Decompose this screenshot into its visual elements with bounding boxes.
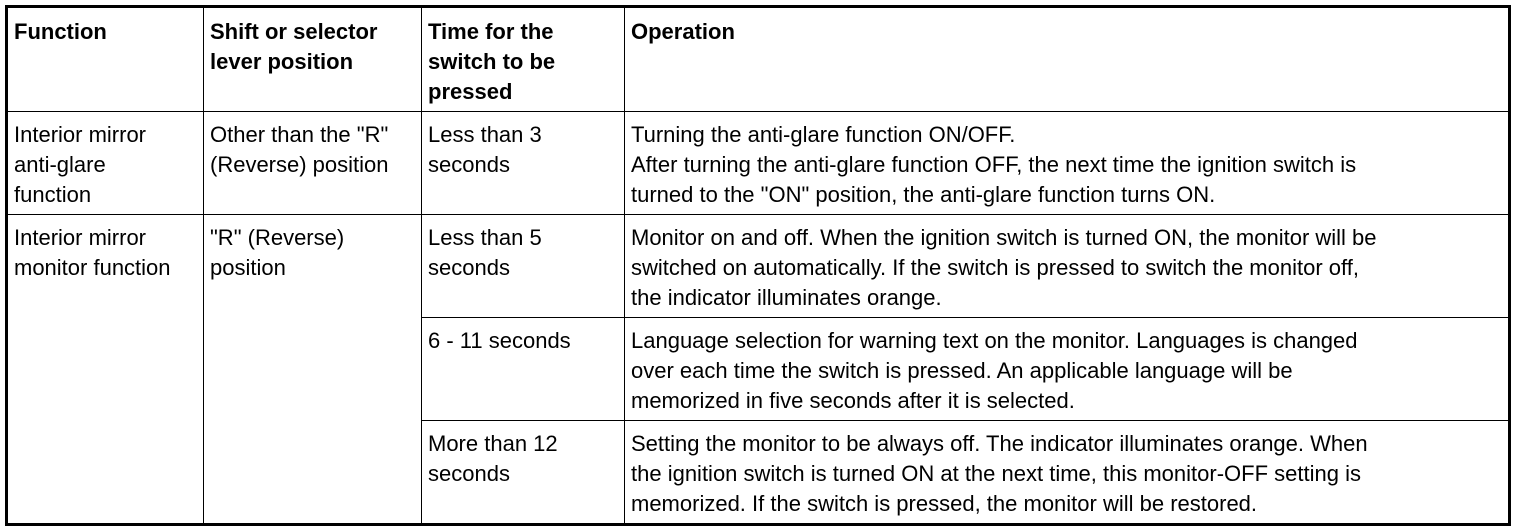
- cell-operation: Turning the anti-glare function ON/OFF. After turning the anti-glare function OFF, the next time the ignition switch is turned to the "ON" position, the anti-glare function turns ON.: [625, 112, 1510, 215]
- header-press-time: Time for the switch to be pressed: [422, 7, 625, 112]
- cell-time: 6 - 11 seconds: [422, 318, 625, 421]
- header-function: Function: [7, 7, 204, 112]
- table-header-row: [7, 7, 1510, 112]
- cell-position: "R" (Reverse) position: [204, 215, 422, 525]
- cell-function: Interior mirror monitor function: [7, 215, 204, 525]
- cell-function: Interior mirror anti-glare function: [7, 112, 204, 215]
- cell-time: More than 12 seconds: [422, 421, 625, 525]
- table-row: [7, 112, 1510, 215]
- cell-time: Less than 5 seconds: [422, 215, 625, 318]
- cell-time: Less than 3 seconds: [422, 112, 625, 215]
- table-row: [7, 215, 1510, 318]
- cell-operation: Language selection for warning text on the monitor. Languages is changed over each time the switch is pressed. An applicable language will be memorized in five seconds after it is selected.: [625, 318, 1510, 421]
- header-operation: Operation: [625, 7, 1510, 112]
- cell-operation: Monitor on and off. When the ignition switch is turned ON, the monitor will be switched on automatically. If the switch is pressed to switch the monitor off, the indicator illuminates orange.: [625, 215, 1510, 318]
- cell-position: Other than the "R" (Reverse) position: [204, 112, 422, 215]
- switch-operation-table: [5, 5, 1511, 526]
- cell-operation: Setting the monitor to be always off. The indicator illuminates orange. When the ignition switch is turned ON at the next time, this monitor-OFF setting is memorized. If the switch is pressed, the monitor will be restored.: [625, 421, 1510, 525]
- header-lever-position: Shift or selector lever position: [204, 7, 422, 112]
